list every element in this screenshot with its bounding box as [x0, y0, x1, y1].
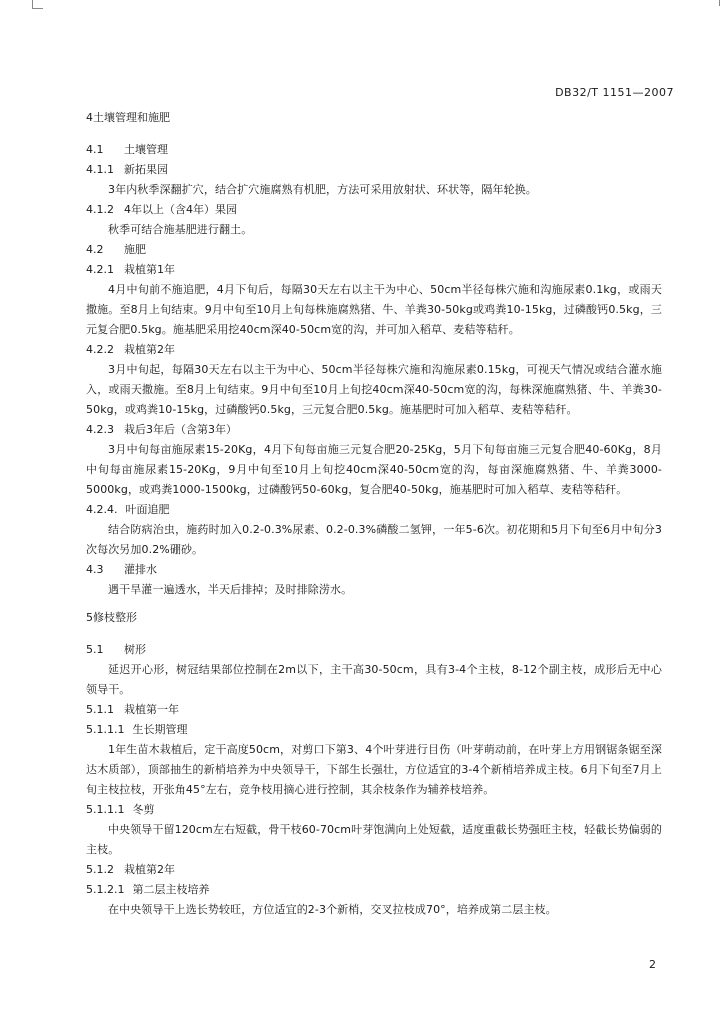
- subsection-heading: [86, 800, 662, 820]
- heading-number: 4.2: [86, 243, 104, 256]
- subsection-heading: [86, 700, 662, 720]
- paragraph: 4月中旬前不施追肥，4月下旬后，每隔30天左右以主干为中心、50cm半径每株穴施和沟施尿素0.1kg，或雨天撒施。至8月上旬结束。9月中旬至10月上旬每株施腐熟猪、牛、羊粪30-50kg或鸡粪10-15kg，过磷酸钙0.5kg，三元复合肥0.5kg。施基肥采用挖40cm深40-50cm宽的沟，并可加入稻草、麦秸等秸秆。: [86, 283, 662, 336]
- heading-title: 生长期管理: [132, 723, 188, 736]
- heading-number: 4.2.2: [86, 343, 114, 356]
- crop-mark-right: [719, 0, 720, 6]
- paragraph: 在中央领导干上选长势较旺，方位适宜的2-3个新梢，交叉拉枝成70°，培养成第二层主枝。: [108, 903, 557, 916]
- heading-title: 修枝整形: [93, 611, 137, 624]
- section-heading: [86, 608, 662, 628]
- heading-title: 叶面追肥: [125, 503, 170, 516]
- paragraph: 遇干旱灌一遍透水，半天后排掉；及时排除涝水。: [108, 583, 353, 596]
- subsection-heading: [86, 140, 662, 160]
- heading-title: 冬剪: [132, 803, 155, 816]
- subsection-heading: [86, 240, 662, 260]
- heading-title: 栽后3年后（含第3年）: [124, 423, 237, 436]
- heading-number: 4.2.1: [86, 263, 114, 276]
- heading-number: 5.1.2.1: [86, 883, 125, 896]
- paragraph: 延迟开心形，树冠结果部位控制在2m以下，主干高30-50cm，具有3-4个主枝，8-12个副主枝，成形后无中心领导干。: [86, 663, 662, 696]
- heading-title: 灌排水: [124, 563, 157, 576]
- subsection-heading: [86, 860, 662, 880]
- page-number: 2: [649, 958, 656, 971]
- heading-title: 树形: [124, 643, 146, 656]
- heading-number: 5.1.1.1: [86, 803, 125, 816]
- subsection-heading: [86, 880, 662, 900]
- heading-title: 新拓果园: [124, 163, 168, 176]
- subsection-heading: [86, 720, 662, 740]
- paragraph: 结合防病治虫，施药时加入0.2-0.3%尿素、0.2-0.3%磷酸二氢钾，一年5-6次。初花期和5月下旬至6月中旬分3次每次另加0.2%硼砂。: [86, 523, 662, 556]
- heading-title: 4年以上（含4年）果园: [124, 203, 237, 216]
- subsection-heading: [86, 200, 662, 220]
- heading-title: 施肥: [124, 243, 146, 256]
- heading-title: 栽植第1年: [124, 263, 175, 276]
- subsection-heading: [86, 160, 662, 180]
- paragraph: 3月中旬起，每隔30天左右以主干为中心、50cm半径每株穴施和沟施尿素0.15kg，可视天气情况或结合灌水施入，或雨天撒施。至8月上旬结束。9月中旬至10月上旬挖40cm深40-50cm宽的沟，每株深施腐熟猪、牛、羊粪30-50kg，或鸡粪10-15kg，过磷酸钙0.5kg，三元复合肥0.5kg。施基肥时可加入稻草、麦秸等秸秆。: [86, 363, 662, 416]
- subsection-heading: [86, 500, 662, 520]
- heading-number: 5.1: [86, 643, 104, 656]
- heading-title: 栽植第2年: [124, 863, 175, 876]
- paragraph: 1年生苗木栽植后，定干高度50cm，对剪口下第3、4个叶芽进行目伤（叶芽萌动前，在叶芽上方用钢锯条锯至深达木质部），顶部抽生的新梢培养为中央领导干，下部生长强壮，方位适宜的3-4个新梢培养成主枝。6月下旬至7月上旬主枝拉枝，开张角45°左右，竞争枝用摘心进行控制，其余枝条作为辅养枝培养。: [86, 743, 662, 796]
- heading-title: 第二层主枝培养: [132, 883, 210, 896]
- heading-number: 4.1: [86, 143, 104, 156]
- heading-number: 5: [86, 611, 93, 624]
- document-body: [86, 108, 662, 920]
- heading-title: 土壤管理: [124, 143, 168, 156]
- heading-number: 4.1.1: [86, 163, 114, 176]
- subsection-heading: [86, 560, 662, 580]
- paragraph: 3年内秋季深翻扩穴，结合扩穴施腐熟有机肥，方法可采用放射状、环状等，隔年轮换。: [108, 183, 537, 196]
- heading-number: 4: [86, 111, 93, 124]
- paragraph: 中央领导干留120cm左右短截，骨干枝60-70cm叶芽饱满向上处短截，适度重截长势强旺主枝，轻截长势偏弱的主枝。: [86, 823, 662, 856]
- heading-number: 4.2.3: [86, 423, 114, 436]
- paragraph: 3月中旬每亩施尿素15-20Kg，4月下旬每亩施三元复合肥20-25Kg，5月下旬每亩施三元复合肥40-60Kg，8月中旬每亩施尿素15-20Kg，9月中旬至10月上旬挖40cm深40-50cm宽的沟，每亩深施腐熟猪、牛、羊粪3000-5000kg，或鸡粪1000-1500kg，过磷酸钙50-60kg，复合肥40-50kg，施基肥时可加入稻草、麦秸等秸秆。: [86, 443, 662, 496]
- paragraph: 秋季可结合施基肥进行翻土。: [108, 223, 253, 236]
- subsection-heading: [86, 260, 662, 280]
- heading-number: 4.2.4.: [86, 503, 118, 516]
- subsection-heading: [86, 340, 662, 360]
- heading-title: 栽植第2年: [124, 343, 175, 356]
- heading-number: 5.1.2: [86, 863, 114, 876]
- section-heading: [86, 108, 662, 128]
- heading-number: 5.1.1.1: [86, 723, 125, 736]
- standard-code: DB32/T 1151—2007: [555, 86, 674, 99]
- heading-number: 4.3: [86, 563, 104, 576]
- crop-mark: [32, 0, 43, 9]
- heading-number: 5.1.1: [86, 703, 114, 716]
- subsection-heading: [86, 640, 662, 660]
- heading-title: 土壤管理和施肥: [93, 111, 170, 124]
- heading-title: 栽植第一年: [124, 703, 179, 716]
- heading-number: 4.1.2: [86, 203, 114, 216]
- subsection-heading: [86, 420, 662, 440]
